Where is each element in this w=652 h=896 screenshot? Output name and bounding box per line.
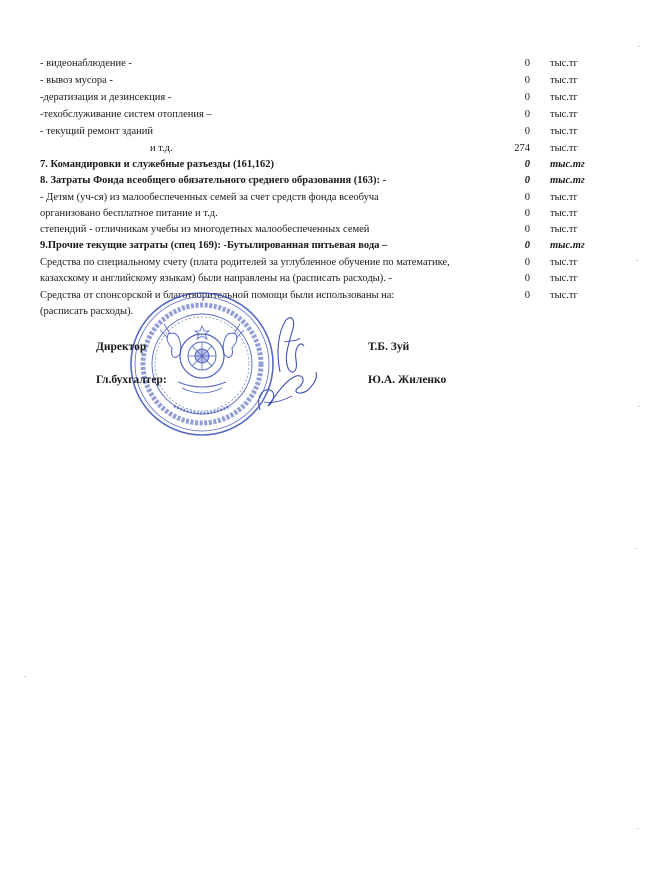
row-value: 0 <box>524 208 530 219</box>
expense-row <box>0 107 652 123</box>
row-value: 0 <box>524 175 530 186</box>
row-unit: тыс.тг <box>550 58 578 69</box>
row-value: 0 <box>524 192 530 203</box>
expense-row <box>0 304 652 320</box>
row-value: 274 <box>514 143 530 154</box>
scan-speck <box>636 260 638 261</box>
row-text: 8. Затраты Фонда всеобщего обязательного среднего образования (163): - <box>40 175 387 186</box>
row-value: 0 <box>524 109 530 120</box>
expense-row <box>0 190 652 206</box>
row-text: 9.Прочие текущие затраты (спец 169): -Бутылированная питьевая вода – <box>40 240 388 251</box>
row-value: 0 <box>524 290 530 301</box>
row-value: 0 <box>524 224 530 235</box>
row-text: казахскому и английскому языкам) были направлены на (расписать расходы). - <box>40 273 392 284</box>
row-text: Средства по специальному счету (плата родителей за углубленное обучение по математике, <box>40 257 450 268</box>
scan-speck <box>637 828 639 829</box>
row-text: степендий - отличникам учебы из многодетных малообеспеченных семей <box>40 224 370 235</box>
row-value: 0 <box>524 92 530 103</box>
accountant-name: Ю.А. Жиленко <box>368 374 447 386</box>
row-text: 7. Командировки и служебные разъезды (161,162) <box>40 159 275 170</box>
section-heading-row <box>0 157 652 173</box>
expense-row <box>0 56 652 72</box>
row-text: и т.д. <box>150 143 173 154</box>
expense-row <box>0 90 652 106</box>
section-heading-row <box>0 238 652 254</box>
row-unit: тыс.тг <box>550 290 578 301</box>
row-unit: тыс.тг <box>550 159 585 170</box>
row-unit: тыс.тг <box>550 175 585 186</box>
row-text: -дератизация и дезинсекция - <box>40 92 172 103</box>
director-title: Директор <box>96 341 147 353</box>
row-text: Средства от спонсорской и благотворительной помощи были использованы на: <box>40 290 395 301</box>
expense-row <box>0 255 652 271</box>
row-value: 0 <box>524 240 530 251</box>
director-name: Т.Б. Зуй <box>368 341 410 353</box>
row-text: (расписать расходы). <box>40 306 134 317</box>
row-text: - видеонаблюдение - <box>40 58 132 69</box>
accountant-title: Гл.бухгалтер: <box>96 374 167 386</box>
row-unit: тыс.тг <box>550 273 578 284</box>
row-unit: тыс.тг <box>550 75 578 86</box>
row-unit: тыс.тг <box>550 208 578 219</box>
row-unit: тыс.тг <box>550 257 578 268</box>
row-unit: тыс.тг <box>550 192 578 203</box>
row-text: организовано бесплатное питание и т.д. <box>40 208 218 219</box>
expense-row <box>0 271 652 287</box>
row-value: 0 <box>524 159 530 170</box>
expense-row <box>0 124 652 140</box>
expense-row <box>0 206 652 222</box>
scan-speck <box>638 46 640 47</box>
section-heading-row <box>0 173 652 189</box>
row-text: - текущий ремонт зданий <box>40 126 153 137</box>
row-value: 0 <box>524 257 530 268</box>
row-text: - Детям (уч-ся) из малообеспеченных семей за счет средств фонда всеобуча <box>40 192 379 203</box>
row-text: -техобслуживание систем отопления – <box>40 109 212 120</box>
row-text: - вывоз мусора - <box>40 75 113 86</box>
expense-row <box>0 141 652 157</box>
accountant-signature <box>252 362 322 418</box>
row-value: 0 <box>524 273 530 284</box>
scan-speck <box>24 676 26 677</box>
scan-speck <box>635 548 637 549</box>
row-unit: тыс.тг <box>550 126 578 137</box>
expense-row <box>0 73 652 89</box>
row-unit: тыс.тг <box>550 143 578 154</box>
row-value: 0 <box>524 126 530 137</box>
expense-row <box>0 288 652 304</box>
row-unit: тыс.тг <box>550 109 578 120</box>
row-unit: тыс.тг <box>550 92 578 103</box>
row-value: 0 <box>524 58 530 69</box>
scan-speck <box>638 406 640 407</box>
row-unit: тыс.тг <box>550 240 585 251</box>
row-unit: тыс.тг <box>550 224 578 235</box>
expense-row <box>0 222 652 238</box>
row-value: 0 <box>524 75 530 86</box>
